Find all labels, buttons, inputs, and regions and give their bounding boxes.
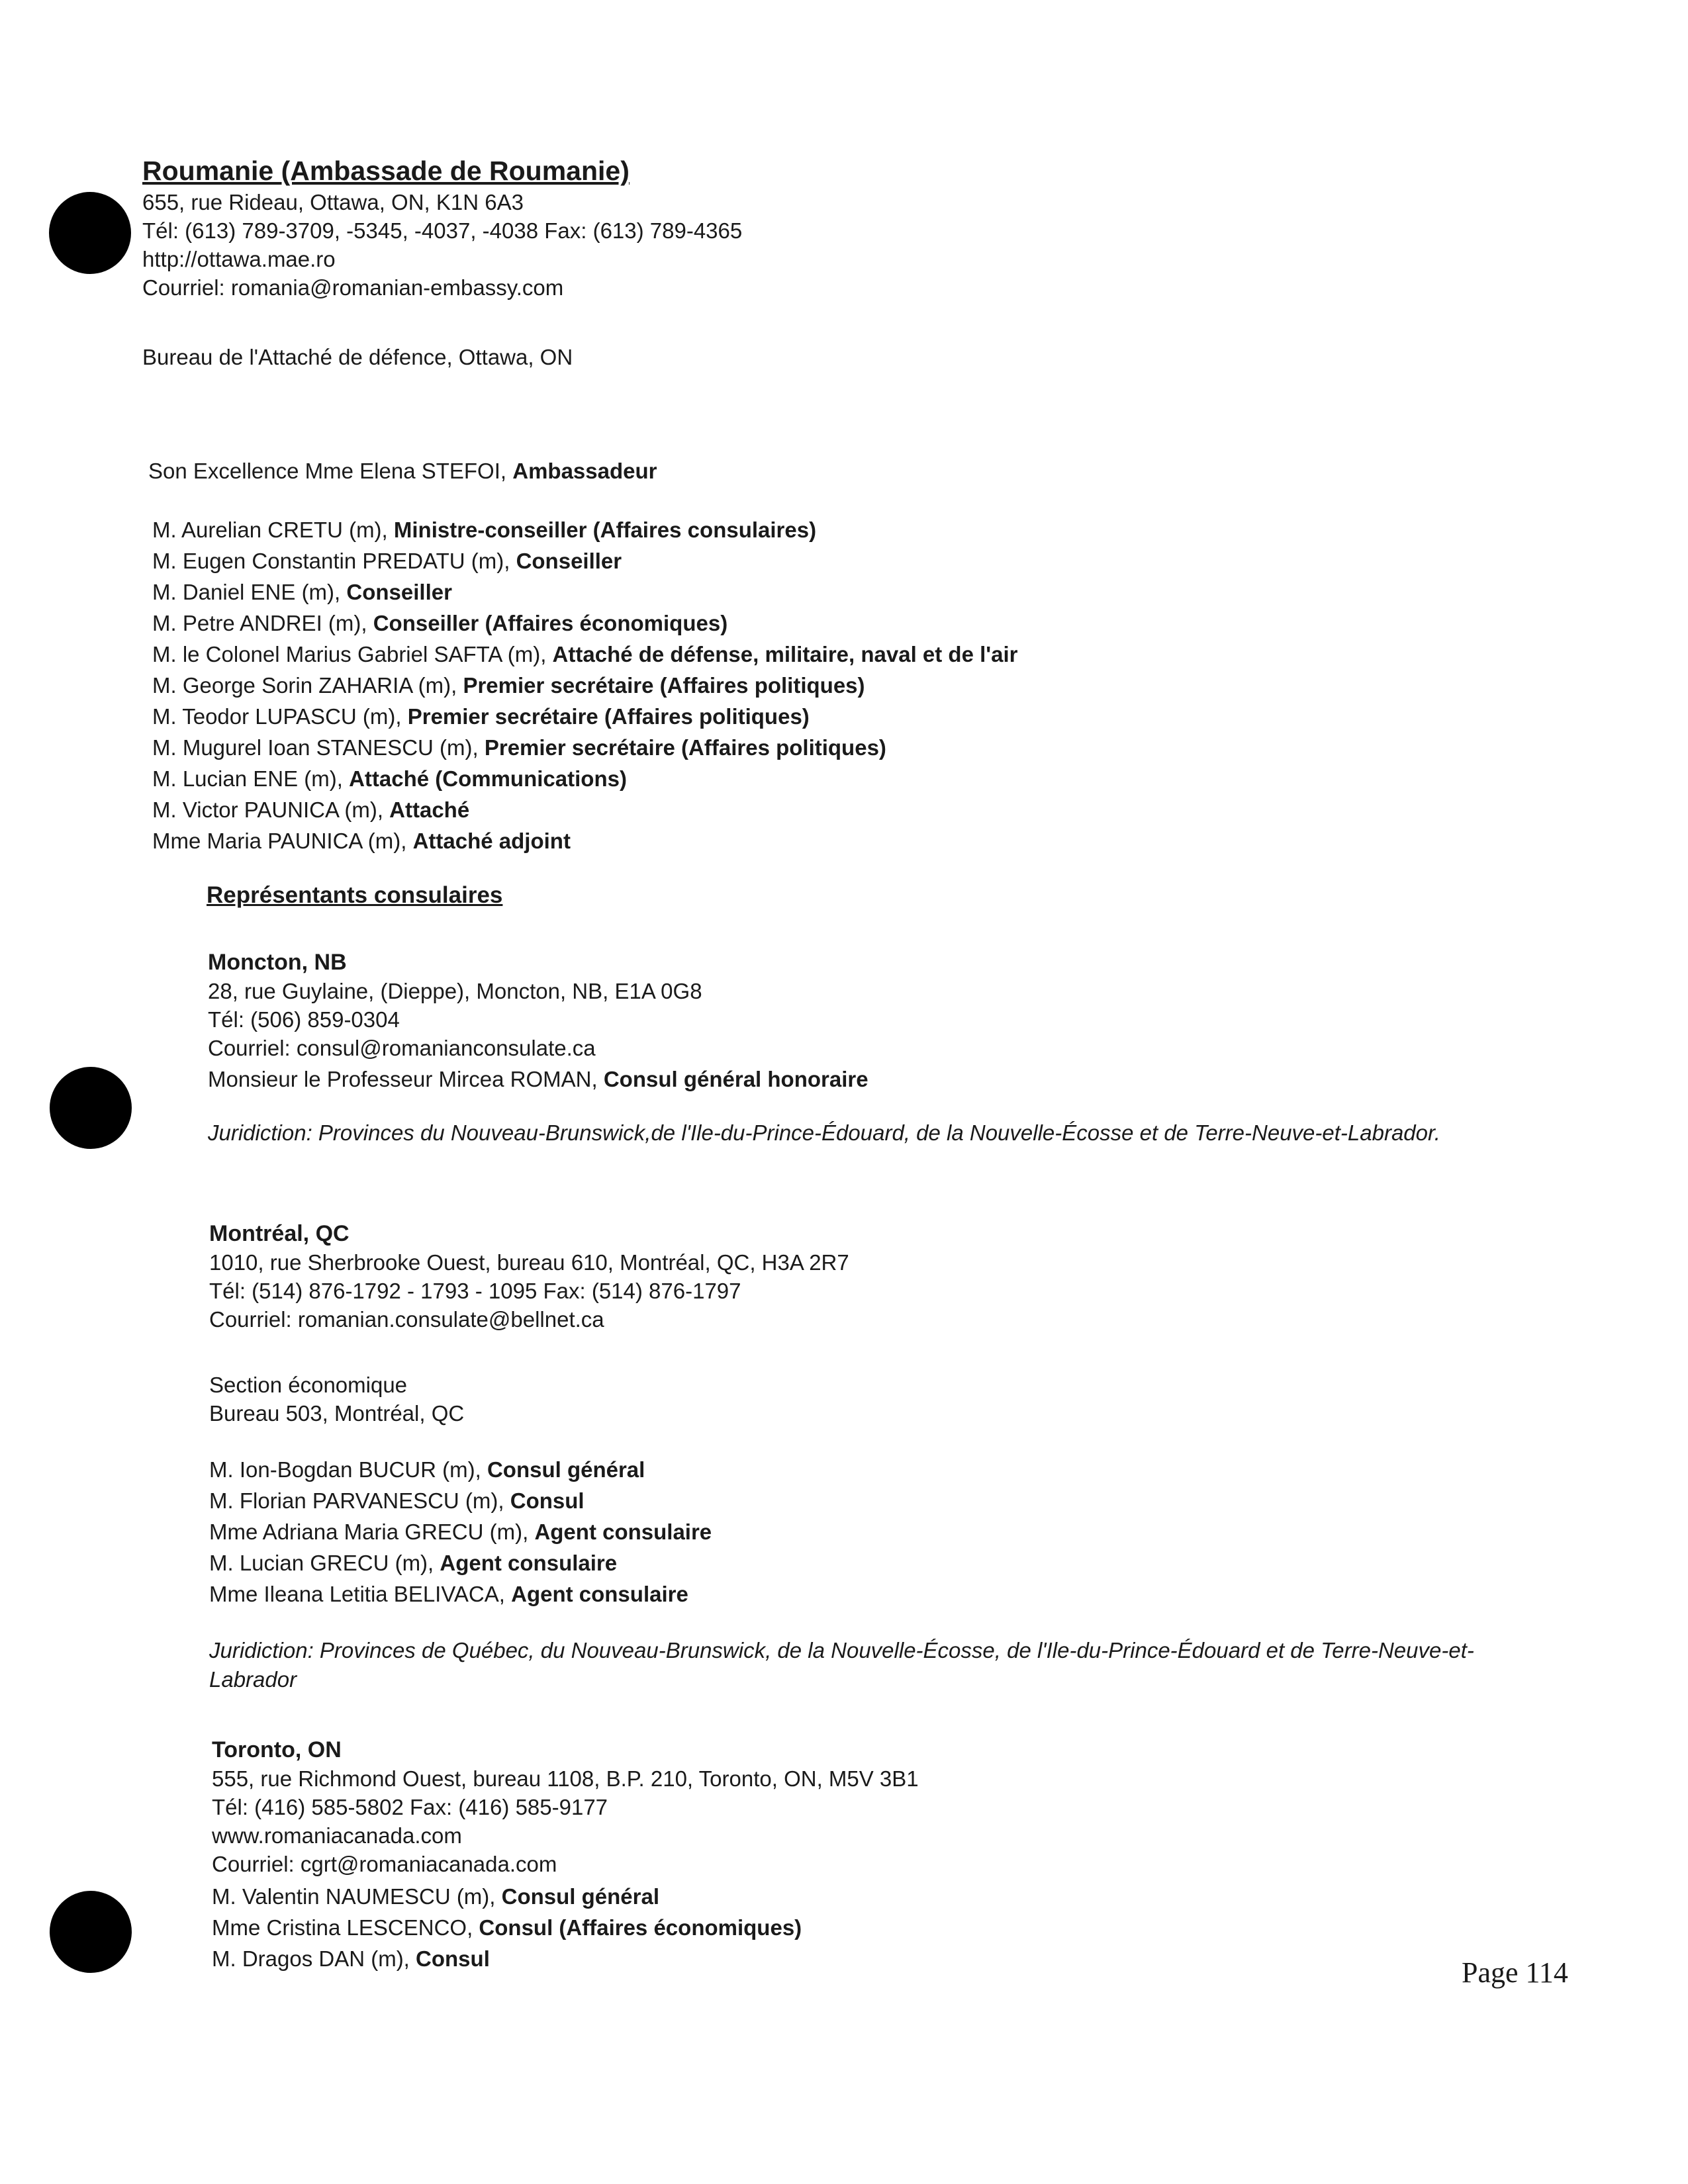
embassy-staff-list xyxy=(152,514,1018,856)
toronto-staff-list xyxy=(212,1881,919,1974)
staff-title: Agent consulaire xyxy=(511,1582,688,1606)
embassy-phone: Tél: (613) 789-3709, -5345, -4037, -4038 Fax: (613) 789-4365 xyxy=(142,218,743,243)
montreal-section xyxy=(209,1219,1560,1694)
embassy-title: Roumanie (Ambassade de Roumanie) xyxy=(142,156,630,186)
staff-name: Mme Cristina LESCENCO, xyxy=(212,1915,479,1940)
montreal-address: 1010, rue Sherbrooke Ouest, bureau 610, Montréal, QC, H3A 2R7 xyxy=(209,1250,849,1275)
staff-title: Attaché de défense, militaire, naval et de l'air xyxy=(552,642,1018,666)
staff-row xyxy=(152,794,1018,825)
staff-name: Mme Maria PAUNICA (m), xyxy=(152,829,413,853)
moncton-phone: Tél: (506) 859-0304 xyxy=(208,1007,400,1032)
staff-title: Consul général xyxy=(487,1457,645,1482)
staff-title: Consul xyxy=(510,1488,585,1513)
staff-row xyxy=(209,1485,1560,1516)
toronto-website: www.romaniacanada.com xyxy=(212,1823,462,1848)
staff-row xyxy=(209,1578,1560,1610)
staff-row xyxy=(152,825,1018,856)
staff-title: Consul xyxy=(416,1946,490,1971)
staff-row xyxy=(152,545,1018,576)
staff-name: M. Ion-Bogdan BUCUR (m), xyxy=(209,1457,487,1482)
montreal-section-office: Bureau 503, Montréal, QC xyxy=(209,1401,465,1426)
staff-row xyxy=(152,576,1018,608)
staff-name: Mme Adriana Maria GRECU (m), xyxy=(209,1520,535,1544)
staff-title: Attaché adjoint xyxy=(412,829,571,853)
embassy-website: http://ottawa.mae.ro xyxy=(142,247,336,271)
toronto-city: Toronto, ON xyxy=(212,1737,342,1762)
staff-title: Premier secrétaire (Affaires politiques) xyxy=(463,673,865,698)
consular-heading: Représentants consulaires xyxy=(207,882,503,908)
staff-row xyxy=(152,701,1018,732)
moncton-section xyxy=(208,948,1558,1148)
moncton-jurisdiction: Juridiction: Provinces du Nouveau-Brunswick,de l'Ile-du-Prince-Édouard, de la Nouvelle-Écosse et de Terre-Neuve-et-Labrador. xyxy=(208,1120,1440,1145)
montreal-staff-list xyxy=(209,1454,1560,1610)
staff-title: Agent consulaire xyxy=(534,1520,712,1544)
toronto-phone: Tél: (416) 585-5802 Fax: (416) 585-9177 xyxy=(212,1795,608,1819)
staff-title: Consul (Affaires économiques) xyxy=(479,1915,802,1940)
staff-name: M. Eugen Constantin PREDATU (m), xyxy=(152,549,516,573)
staff-title: Agent consulaire xyxy=(440,1551,618,1575)
staff-name: M. Daniel ENE (m), xyxy=(152,580,347,604)
staff-row xyxy=(209,1516,1560,1547)
staff-title: Attaché (Communications) xyxy=(349,766,627,791)
embassy-address: 655, rue Rideau, Ottawa, ON, K1N 6A3 xyxy=(142,190,524,214)
staff-row xyxy=(212,1881,919,1912)
punch-hole-middle xyxy=(50,1067,132,1149)
staff-title: Ministre-conseiller (Affaires consulaires) xyxy=(393,518,817,542)
staff-name: M. Mugurel Ioan STANESCU (m), xyxy=(152,735,485,760)
page-number: Page 114 xyxy=(1462,1956,1568,1989)
staff-name: M. Florian PARVANESCU (m), xyxy=(209,1488,510,1513)
staff-row xyxy=(152,608,1018,639)
ambassador-entry xyxy=(148,457,657,485)
staff-title: Conseiller (Affaires économiques) xyxy=(373,611,728,635)
staff-row xyxy=(152,514,1018,545)
punch-hole-bottom xyxy=(50,1891,132,1973)
staff-row xyxy=(152,763,1018,794)
staff-name: M. Victor PAUNICA (m), xyxy=(152,797,390,822)
staff-name: M. Dragos DAN (m), xyxy=(212,1946,416,1971)
staff-row xyxy=(208,1065,1558,1093)
staff-title: Consul général honoraire xyxy=(603,1067,868,1091)
montreal-jurisdiction: Juridiction: Provinces de Québec, du Nouveau-Brunswick, de la Nouvelle-Écosse, de l'Ile-du-Prince-Édouard et de Terre-Neuve-et-Labrador xyxy=(209,1638,1474,1692)
ambassador-title: Ambassadeur xyxy=(512,459,657,483)
montreal-phone: Tél: (514) 876-1792 - 1793 - 1095 Fax: (514) 876-1797 xyxy=(209,1279,741,1303)
staff-name: M. Petre ANDREI (m), xyxy=(152,611,373,635)
staff-title: Attaché xyxy=(389,797,470,822)
staff-name: M. George Sorin ZAHARIA (m), xyxy=(152,673,463,698)
toronto-address: 555, rue Richmond Ouest, bureau 1108, B.P. 210, Toronto, ON, M5V 3B1 xyxy=(212,1766,919,1791)
toronto-email: Courriel: cgrt@romaniacanada.com xyxy=(212,1852,557,1876)
staff-name: Mme Ileana Letitia BELIVACA, xyxy=(209,1582,512,1606)
embassy-email: Courriel: romania@romanian-embassy.com xyxy=(142,275,564,300)
staff-name: M. Lucian GRECU (m), xyxy=(209,1551,440,1575)
staff-row xyxy=(152,670,1018,701)
staff-title: Premier secrétaire (Affaires politiques) xyxy=(484,735,886,760)
montreal-email: Courriel: romanian.consulate@bellnet.ca xyxy=(209,1307,604,1332)
staff-title: Consul général xyxy=(501,1884,660,1909)
punch-hole-top xyxy=(49,192,131,274)
staff-name: M. Valentin NAUMESCU (m), xyxy=(212,1884,502,1909)
staff-row xyxy=(209,1454,1560,1485)
staff-row xyxy=(212,1912,919,1943)
montreal-section-name: Section économique xyxy=(209,1373,408,1397)
embassy-header xyxy=(142,154,742,302)
moncton-address: 28, rue Guylaine, (Dieppe), Moncton, NB, E1A 0G8 xyxy=(208,979,702,1003)
staff-name: Monsieur le Professeur Mircea ROMAN, xyxy=(208,1067,604,1091)
moncton-email: Courriel: consul@romanianconsulate.ca xyxy=(208,1036,596,1060)
staff-row xyxy=(152,639,1018,670)
staff-name: M. le Colonel Marius Gabriel SAFTA (m), xyxy=(152,642,553,666)
toronto-section xyxy=(212,1735,919,1974)
staff-name: M. Aurelian CRETU (m), xyxy=(152,518,394,542)
staff-row xyxy=(152,732,1018,763)
staff-title: Conseiller xyxy=(516,549,622,573)
attache-office: Bureau de l'Attaché de défence, Ottawa, ON xyxy=(142,345,573,369)
staff-row xyxy=(212,1943,919,1974)
staff-name: M. Teodor LUPASCU (m), xyxy=(152,704,408,729)
staff-title: Premier secrétaire (Affaires politiques) xyxy=(407,704,810,729)
ambassador-name: Son Excellence Mme Elena STEFOI, xyxy=(148,459,513,483)
staff-row xyxy=(209,1547,1560,1578)
staff-title: Conseiller xyxy=(346,580,452,604)
staff-name: M. Lucian ENE (m), xyxy=(152,766,350,791)
montreal-city: Montréal, QC xyxy=(209,1221,350,1246)
moncton-city: Moncton, NB xyxy=(208,950,347,975)
